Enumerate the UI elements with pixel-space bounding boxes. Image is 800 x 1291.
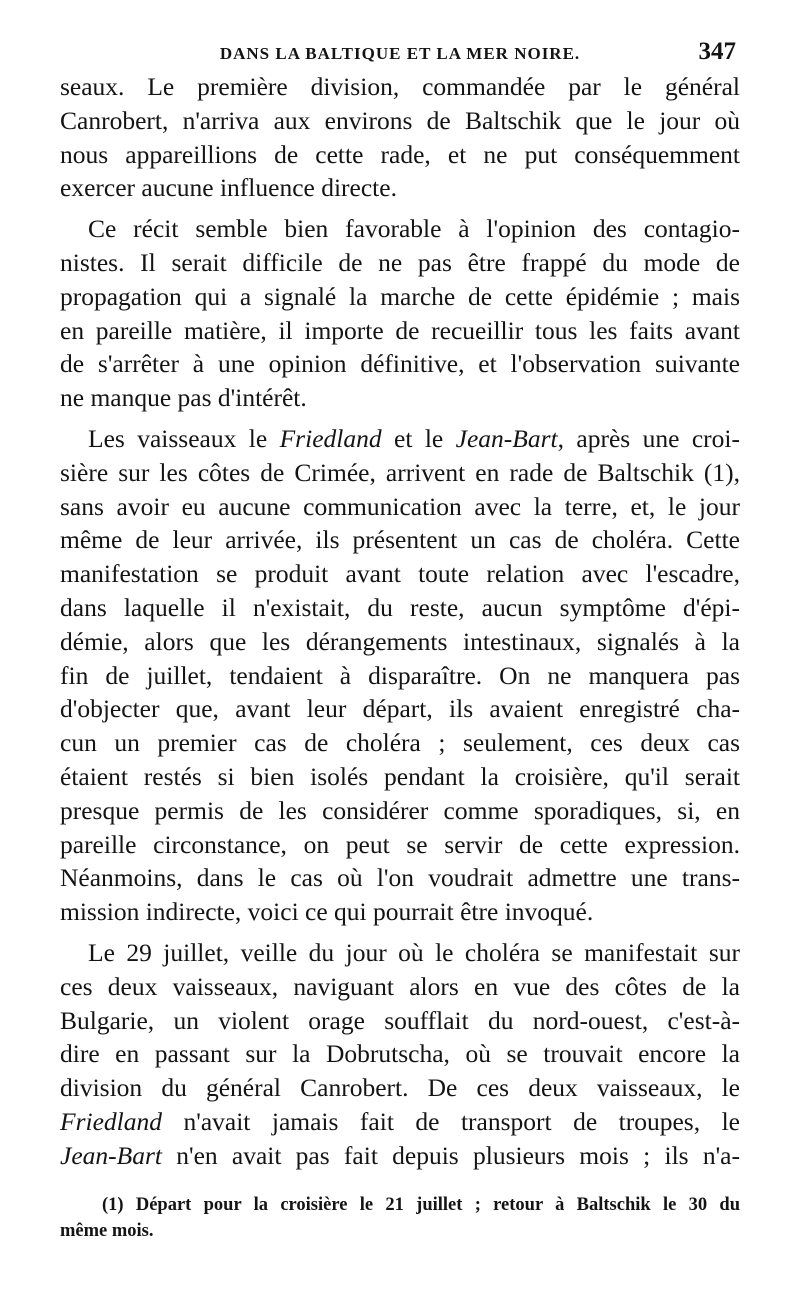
text-line: sière sur les côtes de Crimée, arrivent en rade de Baltschik (1), (60, 457, 740, 487)
text-line: division du général Canrobert. De ces deux vaisseaux, le (60, 1073, 740, 1103)
text-line: manifestation se produit avant toute relation avec l'escadre, (60, 559, 740, 589)
running-head (60, 30, 740, 70)
text-line: exercer aucune influence directe. (60, 173, 397, 203)
text-line: d'objecter que, avant leur départ, ils avaient enregistré cha- (60, 694, 740, 724)
paragraph-4 (60, 936, 740, 1173)
text-line: nistes. Il serait difficile de ne pas être frappé du mode de (60, 247, 740, 277)
text-line: mission indirecte, voici ce qui pourrait être invoqué. (60, 897, 594, 927)
text-line: ces deux vaisseaux, naviguant alors en vue des côtes de la (60, 971, 740, 1001)
text-line: en pareille matière, il importe de recueillir tous les faits avant (60, 315, 740, 345)
text-line (60, 1105, 740, 1139)
text-line: dans laquelle il n'existait, du reste, aucun symptôme d'épi- (60, 592, 740, 622)
text-line: pareille circonstance, on peut se servir de cette expression. (60, 829, 740, 859)
text-line (60, 422, 740, 456)
text-line: nous appareillions de cette rade, et ne put conséquemment (60, 139, 740, 169)
text-line: de s'arrêter à une opinion définitive, et l'observation suivante (60, 349, 740, 379)
text-run: Les vaisseaux le (88, 423, 280, 453)
text-line: dire en passant sur la Dobrutscha, où se trouvait encore la (60, 1039, 740, 1069)
text-line: étaient restés si bien isolés pendant la croisière, qu'il serait (60, 761, 740, 791)
running-title: DANS LA BALTIQUE ET LA MER NOIRE. (219, 44, 581, 63)
text-line: seaux. Le première division, commandée par le général (60, 72, 740, 101)
text-run: et le (381, 423, 456, 453)
text-run: n'en avait pas fait depuis plusieurs mois ; ils n'a- (161, 1140, 740, 1170)
text-line: presque permis de les considérer comme sporadiques, si, en (60, 795, 740, 825)
body-text (60, 70, 740, 1173)
text-line: fin de juillet, tendaient à disparaître. On ne manquera pas (60, 660, 740, 690)
footnote-line: même mois. (60, 1221, 154, 1241)
paragraph-3 (60, 422, 740, 929)
text-line: cun un premier cas de choléra ; seulement, ces deux cas (60, 728, 740, 758)
ship-name-friedland: Friedland (60, 1106, 162, 1136)
text-run: , après une croi- (557, 423, 740, 453)
paragraph-2 (60, 212, 740, 415)
text-line: Bulgarie, un violent orage soufflait du nord-ouest, c'est-à- (60, 1005, 740, 1035)
ship-name-jean-bart: Jean-Bart (60, 1140, 162, 1170)
text-line: Ce récit semble bien favorable à l'opinion des contagio- (88, 214, 740, 244)
text-line: démie, alors que les dérangements intestinaux, signalés à la (60, 626, 740, 656)
ship-name-jean-bart: Jean-Bart (455, 423, 558, 453)
text-run: n'avait jamais fait de transport de troupes, le (162, 1106, 740, 1136)
ship-name-friedland: Friedland (279, 423, 382, 453)
text-line (60, 1139, 740, 1173)
text-line: sans avoir eu aucune communication avec la terre, et, le jour (60, 491, 740, 521)
page-number: 347 (698, 38, 736, 65)
footnote-line: (1) Départ pour la croisière le 21 juillet ; retour à Baltschik le 30 du (102, 1195, 740, 1215)
text-line: Canrobert, n'arriva aux environs de Baltschik que le jour où (60, 105, 740, 135)
text-line: propagation qui a signalé la marche de cette épidémie ; mais (60, 281, 740, 311)
text-line: Néanmoins, dans le cas où l'on voudrait admettre une trans- (60, 863, 740, 893)
text-line: Le 29 juillet, veille du jour où le choléra se manifestait sur (88, 937, 740, 967)
paragraph-1 (60, 70, 740, 205)
text-line: même de leur arrivée, ils présentent un cas de choléra. Cette (60, 525, 740, 555)
footnote (60, 1192, 740, 1244)
text-line: ne manque pas d'intérêt. (60, 383, 307, 413)
